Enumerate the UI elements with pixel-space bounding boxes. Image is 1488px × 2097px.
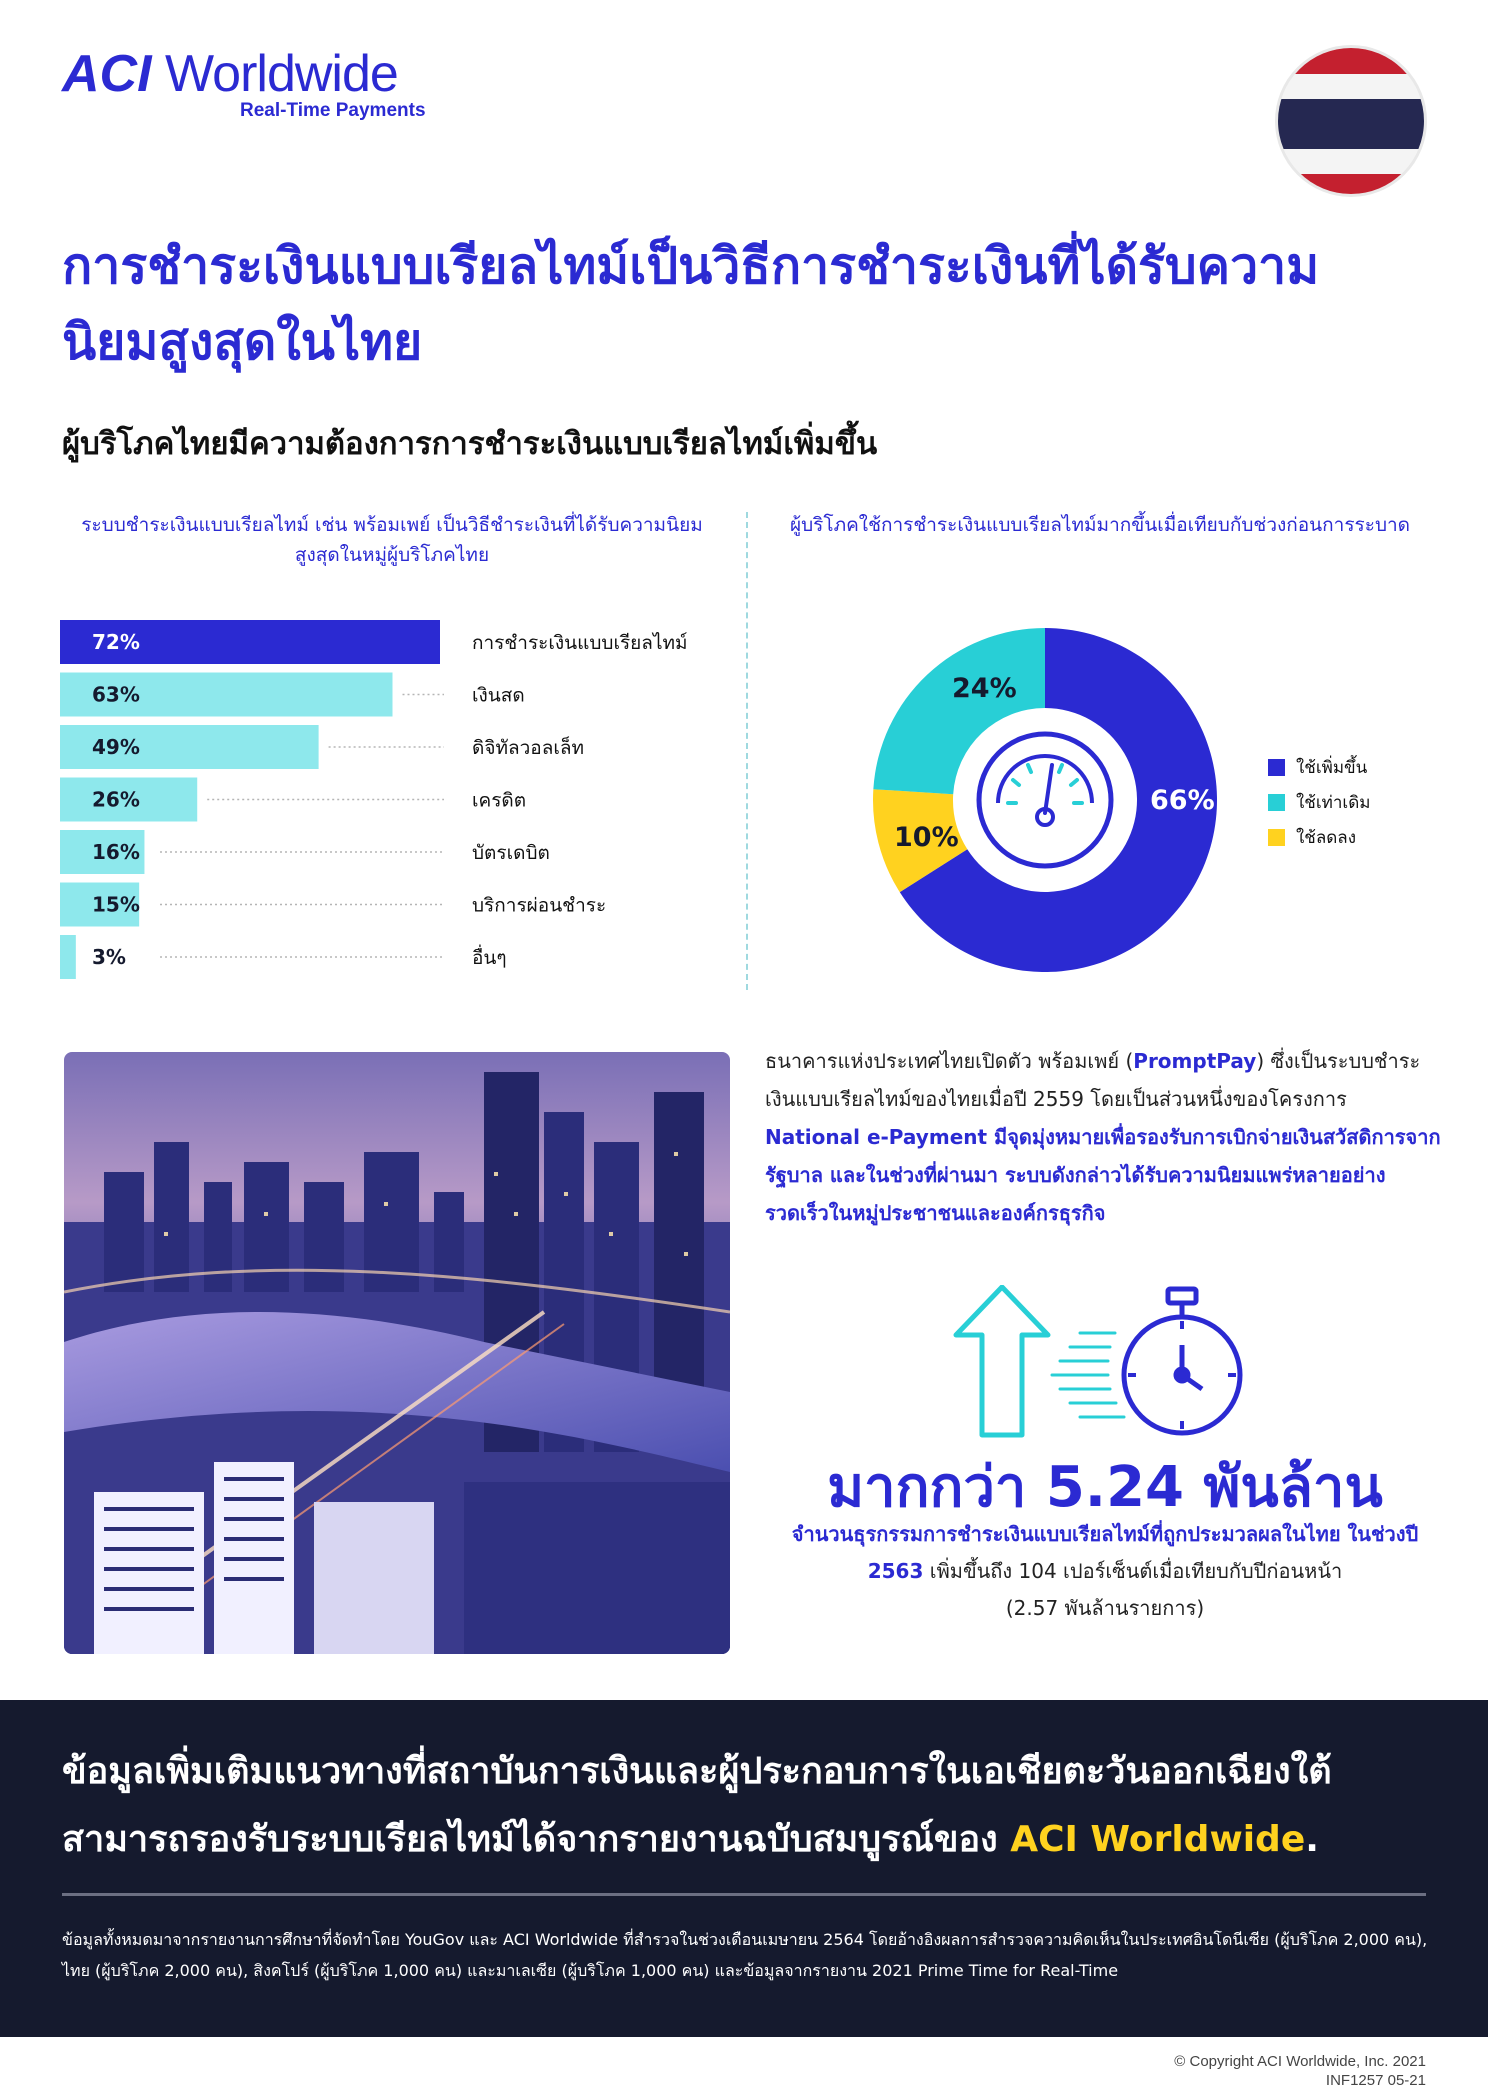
donut-legend — [1268, 750, 1428, 855]
donut-label-decrease: 10% — [894, 822, 959, 853]
bar-value-label: 63% — [92, 682, 140, 707]
speedometer-icon — [979, 734, 1111, 866]
logo-wordmark: ACI Worldwide — [62, 45, 398, 103]
bar-category-label: เครดิต — [472, 789, 527, 812]
bar-6 — [60, 935, 76, 979]
legend-swatch — [1268, 829, 1285, 846]
transactions-headline: มากกว่า 5.24 พันล้าน — [827, 1455, 1383, 1520]
legend-label: ใช้เท่าเดิม — [1296, 793, 1371, 813]
section-subtitle: ผู้บริโภคไทยมีความต้องการการชำระเงินแบบเรียลไทม์เพิ่มขึ้น — [62, 426, 878, 462]
bar-category-label: บริการผ่อนชำระ — [472, 894, 607, 917]
arrow-up-icon — [956, 1287, 1048, 1435]
thailand-flag-icon — [1275, 45, 1427, 197]
footer-source-note: ข้อมูลทั้งหมดมาจากรายงานการศึกษาที่จัดทำโดย YouGov และ ACI Worldwide ที่สำรวจในช่วงเดือนเมษายน 2564 โดยอ้างอิงผลการสำรวจความคิดเห็นในประเทศอินโดนีเซีย (ผู้บริโภค 2,000 คน), ไทย (ผู้บริโภค 2,000 คน), สิงคโปร์ (ผู้บริโภค 1,000 คน) และมาเลเซีย (ผู้บริโภค 1,000 คน) และข้อมูลจากรายงาน 2021 Prime Time for Real-Time — [62, 1930, 1428, 1980]
legend-item-increase — [1268, 750, 1428, 785]
donut-chart-title: ผู้บริโภคใช้การชำระเงินแบบเรียลไทม์มากขึ้นเมื่อเทียบกับช่วงก่อนการระบาด — [789, 514, 1411, 536]
document-code: INF1257 05-21 — [1325, 2072, 1426, 2089]
payment-methods-bar-chart — [60, 620, 740, 1000]
footer-divider — [62, 1893, 1426, 1896]
transactions-description: จำนวนธุรกรรมการชำระเงินแบบเรียลไทม์ที่ถูกประมวลผลในไทย ในช่วงปี 2563 เพิ่มขึ้นถึง 104 เปอร์เซ็นต์เมื่อเทียบกับปีก่อนหน้า (2.57 พันล้านรายการ) — [791, 1522, 1419, 1620]
legend-item-decrease — [1268, 820, 1428, 855]
bar-category-label: เงินสด — [472, 684, 525, 707]
bar-category-label: บัตรเดบิต — [472, 842, 550, 864]
donut-slice-2 — [873, 628, 1045, 794]
column-divider — [746, 512, 748, 990]
donut-label-same: 24% — [952, 673, 1017, 704]
logo-tagline: Real-Time Payments — [240, 100, 426, 121]
bangkok-city-photo — [64, 1052, 730, 1654]
copyright-line: © Copyright ACI Worldwide, Inc. 2021 — [1174, 2053, 1426, 2070]
promptpay-paragraph: ธนาคารแห่งประเทศไทยเปิดตัว พร้อมเพย์ (PromptPay) ซึ่งเป็นระบบชำระเงินแบบเรียลไทม์ของไทยเมื่อปี 2559 โดยเป็นส่วนหนึ่งของโครงการ National e-Payment มีจุดมุ่งหมายเพื่อรองรับการเบิกจ่ายเงินสวัสดิการจากรัฐบาล และในช่วงที่ผ่านมา ระบบดังกล่าวได้รับความนิยมแพร่หลายอย่างรวดเร็วในหมู่ประชาชนและองค์กรธุรกิจ — [765, 1049, 1441, 1225]
usage-change-donut-chart — [870, 625, 1220, 975]
stopwatch-icon — [1124, 1289, 1240, 1433]
legend-swatch — [1268, 794, 1285, 811]
speed-lines-icon — [1052, 1333, 1124, 1417]
legend-label: ใช้เพิ่มขึ้น — [1296, 758, 1368, 778]
donut-label-increase: 66% — [1150, 785, 1215, 816]
bar-value-label: 49% — [92, 735, 140, 759]
bar-value-label: 16% — [92, 840, 140, 864]
copyright-notice — [1174, 2052, 1426, 2090]
bar-value-label: 15% — [92, 892, 140, 917]
footer-title: ข้อมูลเพิ่มเติมแนวทางที่สถาบันการเงินและผู้ประกอบการในเอเชียตะวันออกเฉียงใต้สามารถรองรับระบบเรียลไทม์ได้จากรายงานฉบับสมบูรณ์ของ ACI Worldwide. — [62, 1751, 1332, 1860]
bar-value-label: 26% — [92, 787, 140, 812]
legend-swatch — [1268, 759, 1285, 776]
bar-category-label: การชำระเงินแบบเรียลไทม์ — [472, 632, 688, 654]
legend-label: ใช้ลดลง — [1296, 828, 1357, 848]
legend-item-same — [1268, 785, 1428, 820]
growth-icons — [940, 1285, 1250, 1445]
bar-category-label: อื่นๆ — [472, 947, 507, 969]
bar-category-label: ดิจิทัลวอลเล็ท — [472, 737, 585, 759]
page-title: การชำระเงินแบบเรียลไทม์เป็นวิธีการชำระเงินที่ได้รับความนิยมสูงสุดในไทย — [62, 237, 1320, 371]
bar-chart-title: ระบบชำระเงินแบบเรียลไทม์ เช่น พร้อมเพย์ เป็นวิธีชำระเงินที่ได้รับความนิยมสูงสุดในหมู่ผู้บริโภคไทย — [81, 514, 703, 566]
bar-value-label: 3% — [92, 945, 126, 969]
bar-value-label: 72% — [92, 630, 140, 654]
aci-logo — [62, 44, 442, 124]
footer-panel — [0, 1700, 1488, 2037]
